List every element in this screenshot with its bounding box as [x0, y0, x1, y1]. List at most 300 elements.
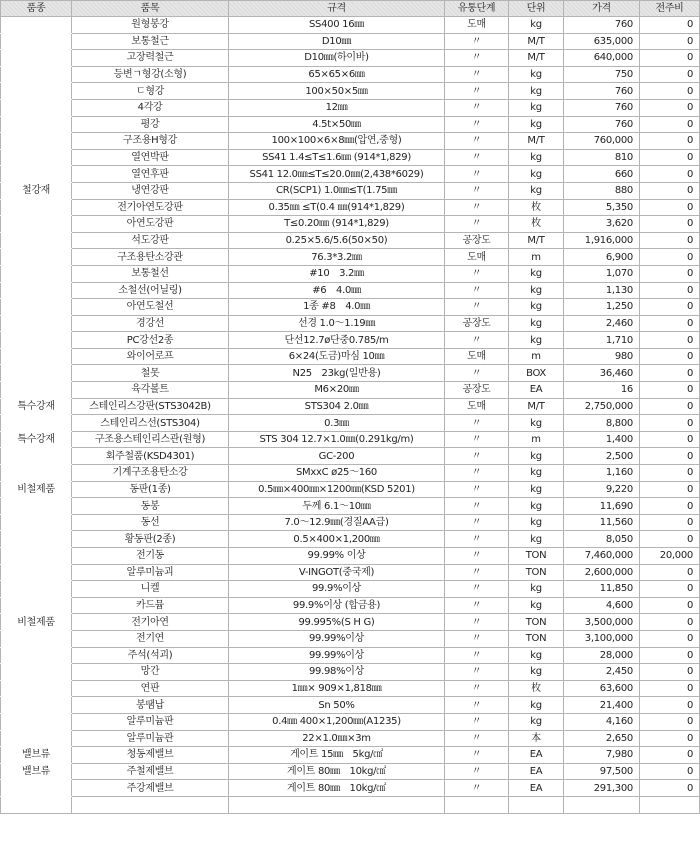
price-cell: 1,160: [564, 465, 640, 482]
category-cell: [1, 448, 72, 465]
price-cell: 660: [564, 166, 640, 183]
item-cell: 알루미늄괴: [72, 564, 229, 581]
spec-cell: SS400 16㎜: [229, 17, 445, 34]
price-cell: 9,220: [564, 481, 640, 498]
table-row: [1, 564, 700, 581]
price-cell: 1,400: [564, 431, 640, 448]
price-cell: 2,450: [564, 664, 640, 681]
change-cell: 0: [640, 614, 700, 631]
spec-cell: 7.0～12.9㎜(경질AA급): [229, 514, 445, 531]
spec-cell: 99.98%이상: [229, 664, 445, 681]
table-row: [1, 232, 700, 249]
spec-cell: 4.5t×50㎜: [229, 116, 445, 133]
table-row: [1, 465, 700, 482]
unit-cell: kg: [509, 66, 564, 83]
unit-cell: kg: [509, 448, 564, 465]
category-cell: 밸브류: [1, 763, 72, 780]
category-cell: 비철제품: [1, 481, 72, 498]
change-cell: 0: [640, 17, 700, 34]
item-cell: 철못: [72, 365, 229, 382]
change-cell: 0: [640, 763, 700, 780]
table-row: [1, 431, 700, 448]
unit-cell: 枚: [509, 216, 564, 233]
category-cell: [1, 99, 72, 116]
stage-cell: 〃: [445, 83, 509, 100]
price-cell: 21,400: [564, 697, 640, 714]
spec-cell: 0.4㎜ 400×1,200㎜(A1235): [229, 713, 445, 730]
change-cell: 0: [640, 780, 700, 797]
spec-cell: 게이트 15㎜ 5kg/㎠: [229, 747, 445, 764]
item-cell: PC강선2종: [72, 332, 229, 349]
item-cell: 니켈: [72, 581, 229, 598]
item-cell: 고장력철근: [72, 50, 229, 67]
table-row: [1, 697, 700, 714]
table-row: [1, 730, 700, 747]
table-row: [1, 332, 700, 349]
table-row: [1, 348, 700, 365]
item-cell: 아연도철선: [72, 299, 229, 316]
category-cell: [1, 315, 72, 332]
category-cell: [1, 697, 72, 714]
unit-cell: kg: [509, 664, 564, 681]
spec-cell: #6 4.0㎜: [229, 282, 445, 299]
price-cell: 8,050: [564, 531, 640, 548]
unit-cell: TON: [509, 614, 564, 631]
stage-cell: 도매: [445, 398, 509, 415]
price-cell: 1,130: [564, 282, 640, 299]
unit-cell: kg: [509, 332, 564, 349]
item-cell: 원형봉강: [72, 17, 229, 34]
header-price: 가격: [564, 1, 640, 17]
unit-cell: kg: [509, 116, 564, 133]
price-cell: 1,710: [564, 332, 640, 349]
change-cell: 0: [640, 33, 700, 50]
spec-cell: #10 3.2㎜: [229, 265, 445, 282]
item-cell: 와이어로프: [72, 348, 229, 365]
stage-cell: 〃: [445, 531, 509, 548]
stage-cell: 도매: [445, 249, 509, 266]
stage-cell: 〃: [445, 680, 509, 697]
item-cell: ㄷ형강: [72, 83, 229, 100]
stage-cell: 〃: [445, 614, 509, 631]
change-cell: 0: [640, 216, 700, 233]
price-cell: 4,160: [564, 713, 640, 730]
stage-cell: 〃: [445, 747, 509, 764]
stage-cell: 〃: [445, 564, 509, 581]
stage-cell: 공장도: [445, 382, 509, 399]
unit-cell: kg: [509, 299, 564, 316]
spec-cell: CR(SCP1) 1.0㎜≤T(1.75㎜: [229, 182, 445, 199]
category-cell: [1, 564, 72, 581]
change-cell: 0: [640, 365, 700, 382]
item-cell: 동판(1종): [72, 481, 229, 498]
change-cell: 0: [640, 398, 700, 415]
item-cell: 동봉: [72, 498, 229, 515]
unit-cell: kg: [509, 597, 564, 614]
category-cell: [1, 680, 72, 697]
table-row: [1, 382, 700, 399]
change-cell: 0: [640, 664, 700, 681]
price-cell: 6,900: [564, 249, 640, 266]
stage-cell: 공장도: [445, 315, 509, 332]
table-row: [1, 199, 700, 216]
price-cell: 2,600,000: [564, 564, 640, 581]
category-cell: [1, 498, 72, 515]
stage-cell: 〃: [445, 66, 509, 83]
spec-cell: GC-200: [229, 448, 445, 465]
stage-cell: 〃: [445, 182, 509, 199]
table-row: [1, 299, 700, 316]
stage-cell: 〃: [445, 514, 509, 531]
unit-cell: EA: [509, 780, 564, 797]
item-cell: 평강: [72, 116, 229, 133]
unit-cell: TON: [509, 630, 564, 647]
unit-cell: kg: [509, 647, 564, 664]
item-cell: 보통철근: [72, 33, 229, 50]
unit-cell: m: [509, 249, 564, 266]
change-cell: 0: [640, 166, 700, 183]
change-cell: 0: [640, 348, 700, 365]
change-cell: 0: [640, 747, 700, 764]
empty-cell: [564, 796, 640, 813]
unit-cell: 本: [509, 730, 564, 747]
price-cell: 810: [564, 149, 640, 166]
table-row: [1, 614, 700, 631]
item-cell: 보통철선: [72, 265, 229, 282]
category-cell: [1, 265, 72, 282]
unit-cell: M/T: [509, 33, 564, 50]
item-cell: 스테인리스선(STS304): [72, 415, 229, 432]
table-row: [1, 365, 700, 382]
unit-cell: kg: [509, 498, 564, 515]
category-cell: [1, 465, 72, 482]
unit-cell: M/T: [509, 50, 564, 67]
unit-cell: kg: [509, 315, 564, 332]
unit-cell: EA: [509, 763, 564, 780]
spec-cell: 0.5×400×1,200㎜: [229, 531, 445, 548]
category-cell: [1, 548, 72, 565]
change-cell: 0: [640, 149, 700, 166]
item-cell: 등변ㄱ형강(소형): [72, 66, 229, 83]
category-cell: [1, 647, 72, 664]
header-change: 전주비: [640, 1, 700, 17]
price-cell: 635,000: [564, 33, 640, 50]
item-cell: 소철선(어닐링): [72, 282, 229, 299]
price-cell: 750: [564, 66, 640, 83]
unit-cell: EA: [509, 747, 564, 764]
header-spec: 규격: [229, 1, 445, 17]
table-row: [1, 548, 700, 565]
category-cell: [1, 730, 72, 747]
spec-cell: 99.995%(S H G): [229, 614, 445, 631]
spec-cell: 65×65×6㎜: [229, 66, 445, 83]
price-cell: 11,850: [564, 581, 640, 598]
unit-cell: kg: [509, 713, 564, 730]
price-cell: 1,916,000: [564, 232, 640, 249]
category-cell: [1, 713, 72, 730]
table-row: [1, 647, 700, 664]
empty-row: [1, 796, 700, 813]
stage-cell: 〃: [445, 597, 509, 614]
category-cell: [1, 630, 72, 647]
unit-cell: kg: [509, 265, 564, 282]
price-cell: 2,460: [564, 315, 640, 332]
empty-cell: [1, 796, 72, 813]
stage-cell: 〃: [445, 697, 509, 714]
item-cell: 냉연강판: [72, 182, 229, 199]
stage-cell: 〃: [445, 282, 509, 299]
spec-cell: 0.3㎜: [229, 415, 445, 432]
spec-cell: SS41 12.0㎜≤T≤20.0㎜(2,438*6029): [229, 166, 445, 183]
change-cell: 0: [640, 564, 700, 581]
unit-cell: kg: [509, 697, 564, 714]
change-cell: 0: [640, 315, 700, 332]
table-body: [1, 17, 700, 814]
spec-cell: 0.5㎜×400㎜×1200㎜(KSD 5201): [229, 481, 445, 498]
item-cell: 스테인리스강판(STS3042B): [72, 398, 229, 415]
item-cell: 청동제밸브: [72, 747, 229, 764]
table-row: [1, 531, 700, 548]
table-row: [1, 713, 700, 730]
item-cell: 주철제밸브: [72, 763, 229, 780]
change-cell: 0: [640, 531, 700, 548]
category-cell: [1, 249, 72, 266]
empty-cell: [72, 796, 229, 813]
item-cell: 알루미늄판: [72, 713, 229, 730]
price-cell: 36,460: [564, 365, 640, 382]
spec-cell: SS41 1.4≤T≤1.6㎜ (914*1,829): [229, 149, 445, 166]
item-cell: 황동판(2종): [72, 531, 229, 548]
item-cell: 카드뮴: [72, 597, 229, 614]
spec-cell: 0.25×5.6/5.6(50×50): [229, 232, 445, 249]
spec-cell: 99.9%이상 (합금용): [229, 597, 445, 614]
table-row: [1, 265, 700, 282]
unit-cell: m: [509, 348, 564, 365]
stage-cell: 〃: [445, 647, 509, 664]
spec-cell: 99.99% 이상: [229, 548, 445, 565]
category-cell: [1, 514, 72, 531]
stage-cell: 〃: [445, 465, 509, 482]
item-cell: 주석(석괴): [72, 647, 229, 664]
change-cell: 0: [640, 99, 700, 116]
unit-cell: kg: [509, 465, 564, 482]
price-cell: 16: [564, 382, 640, 399]
unit-cell: kg: [509, 149, 564, 166]
spec-cell: STS 304 12.7×1.0㎜(0.291kg/m): [229, 431, 445, 448]
category-cell: [1, 531, 72, 548]
table-row: [1, 597, 700, 614]
change-cell: 0: [640, 630, 700, 647]
change-cell: 0: [640, 465, 700, 482]
category-cell: [1, 382, 72, 399]
unit-cell: EA: [509, 382, 564, 399]
change-cell: 0: [640, 597, 700, 614]
item-cell: 석도강판: [72, 232, 229, 249]
stage-cell: 〃: [445, 730, 509, 747]
table-row: [1, 514, 700, 531]
price-cell: 980: [564, 348, 640, 365]
table-row: [1, 448, 700, 465]
stage-cell: 〃: [445, 265, 509, 282]
unit-cell: 枚: [509, 199, 564, 216]
category-cell: [1, 166, 72, 183]
category-cell: [1, 50, 72, 67]
unit-cell: kg: [509, 514, 564, 531]
category-cell: [1, 33, 72, 50]
category-cell: 밸브류: [1, 747, 72, 764]
unit-cell: kg: [509, 481, 564, 498]
change-cell: 0: [640, 66, 700, 83]
header-stage: 유통단계: [445, 1, 509, 17]
change-cell: 20,000: [640, 548, 700, 565]
stage-cell: 〃: [445, 713, 509, 730]
unit-cell: kg: [509, 83, 564, 100]
item-cell: 전기연: [72, 630, 229, 647]
stage-cell: 도매: [445, 17, 509, 34]
change-cell: 0: [640, 498, 700, 515]
category-cell: [1, 216, 72, 233]
category-cell: [1, 597, 72, 614]
change-cell: 0: [640, 581, 700, 598]
category-cell: [1, 83, 72, 100]
unit-cell: kg: [509, 99, 564, 116]
unit-cell: M/T: [509, 133, 564, 150]
change-cell: 0: [640, 448, 700, 465]
spec-cell: 100×100×6×8㎜(압연,중형): [229, 133, 445, 150]
category-cell: [1, 116, 72, 133]
stage-cell: 〃: [445, 431, 509, 448]
spec-cell: 1㎜× 909×1,818㎜: [229, 680, 445, 697]
spec-cell: 0.35㎜ ≤T(0.4 ㎜(914*1,829): [229, 199, 445, 216]
stage-cell: 〃: [445, 299, 509, 316]
stage-cell: 〃: [445, 415, 509, 432]
table-row: [1, 398, 700, 415]
unit-cell: M/T: [509, 398, 564, 415]
spec-cell: M6×20㎜: [229, 382, 445, 399]
stage-cell: 〃: [445, 99, 509, 116]
header-category: 품종: [1, 1, 72, 17]
change-cell: 0: [640, 232, 700, 249]
price-cell: 11,560: [564, 514, 640, 531]
spec-cell: 12㎜: [229, 99, 445, 116]
category-cell: [1, 66, 72, 83]
unit-cell: TON: [509, 564, 564, 581]
stage-cell: 〃: [445, 581, 509, 598]
stage-cell: 〃: [445, 763, 509, 780]
stage-cell: 〃: [445, 548, 509, 565]
category-cell: [1, 581, 72, 598]
change-cell: 0: [640, 83, 700, 100]
price-cell: 5,350: [564, 199, 640, 216]
change-cell: 0: [640, 382, 700, 399]
table-row: [1, 581, 700, 598]
category-cell: [1, 133, 72, 150]
header-unit: 단위: [509, 1, 564, 17]
category-cell: [1, 199, 72, 216]
category-cell: [1, 664, 72, 681]
table-row: [1, 780, 700, 797]
price-cell: 3,620: [564, 216, 640, 233]
item-cell: 전기아연: [72, 614, 229, 631]
item-cell: 주강제밸브: [72, 780, 229, 797]
table-row: [1, 116, 700, 133]
stage-cell: 〃: [445, 365, 509, 382]
change-cell: 0: [640, 50, 700, 67]
spec-cell: 99.9%이상: [229, 581, 445, 598]
table-row: [1, 680, 700, 697]
category-cell: 특수강재: [1, 431, 72, 448]
table-row: [1, 481, 700, 498]
table-row: [1, 763, 700, 780]
price-cell: 7,980: [564, 747, 640, 764]
item-cell: 구조용스테인리스관(원형): [72, 431, 229, 448]
item-cell: 동선: [72, 514, 229, 531]
table-row: [1, 747, 700, 764]
category-cell: [1, 365, 72, 382]
spec-cell: SMxxC ø25～160: [229, 465, 445, 482]
table-row: [1, 315, 700, 332]
stage-cell: 〃: [445, 199, 509, 216]
change-cell: 0: [640, 133, 700, 150]
table-row: [1, 216, 700, 233]
unit-cell: kg: [509, 415, 564, 432]
item-cell: 봉땜납: [72, 697, 229, 714]
price-cell: 3,500,000: [564, 614, 640, 631]
empty-cell: [229, 796, 445, 813]
stage-cell: 〃: [445, 498, 509, 515]
spec-cell: 99.99%이상: [229, 630, 445, 647]
table-row: [1, 133, 700, 150]
price-cell: 11,690: [564, 498, 640, 515]
change-cell: 0: [640, 680, 700, 697]
category-cell: [1, 415, 72, 432]
unit-cell: kg: [509, 182, 564, 199]
price-cell: 640,000: [564, 50, 640, 67]
table-row: [1, 415, 700, 432]
change-cell: 0: [640, 431, 700, 448]
table-row: [1, 149, 700, 166]
change-cell: 0: [640, 481, 700, 498]
stage-cell: 〃: [445, 481, 509, 498]
price-cell: 291,300: [564, 780, 640, 797]
price-cell: 63,600: [564, 680, 640, 697]
price-cell: 880: [564, 182, 640, 199]
change-cell: 0: [640, 713, 700, 730]
change-cell: 0: [640, 299, 700, 316]
table-row: [1, 83, 700, 100]
category-cell: 철강재: [1, 182, 72, 199]
item-cell: 알루미늄관: [72, 730, 229, 747]
spec-cell: 6×24(도금)마심 10㎜: [229, 348, 445, 365]
change-cell: 0: [640, 332, 700, 349]
spec-cell: Sn 50%: [229, 697, 445, 714]
unit-cell: m: [509, 431, 564, 448]
price-cell: 2,650: [564, 730, 640, 747]
spec-cell: 22×1.0㎜×3m: [229, 730, 445, 747]
unit-cell: kg: [509, 282, 564, 299]
price-cell: 1,070: [564, 265, 640, 282]
table-row: [1, 17, 700, 34]
stage-cell: 〃: [445, 448, 509, 465]
spec-cell: V-INGOT(중국제): [229, 564, 445, 581]
price-cell: 2,500: [564, 448, 640, 465]
price-cell: 8,800: [564, 415, 640, 432]
stage-cell: 〃: [445, 116, 509, 133]
empty-cell: [640, 796, 700, 813]
price-cell: 28,000: [564, 647, 640, 664]
price-cell: 97,500: [564, 763, 640, 780]
table-row: [1, 282, 700, 299]
